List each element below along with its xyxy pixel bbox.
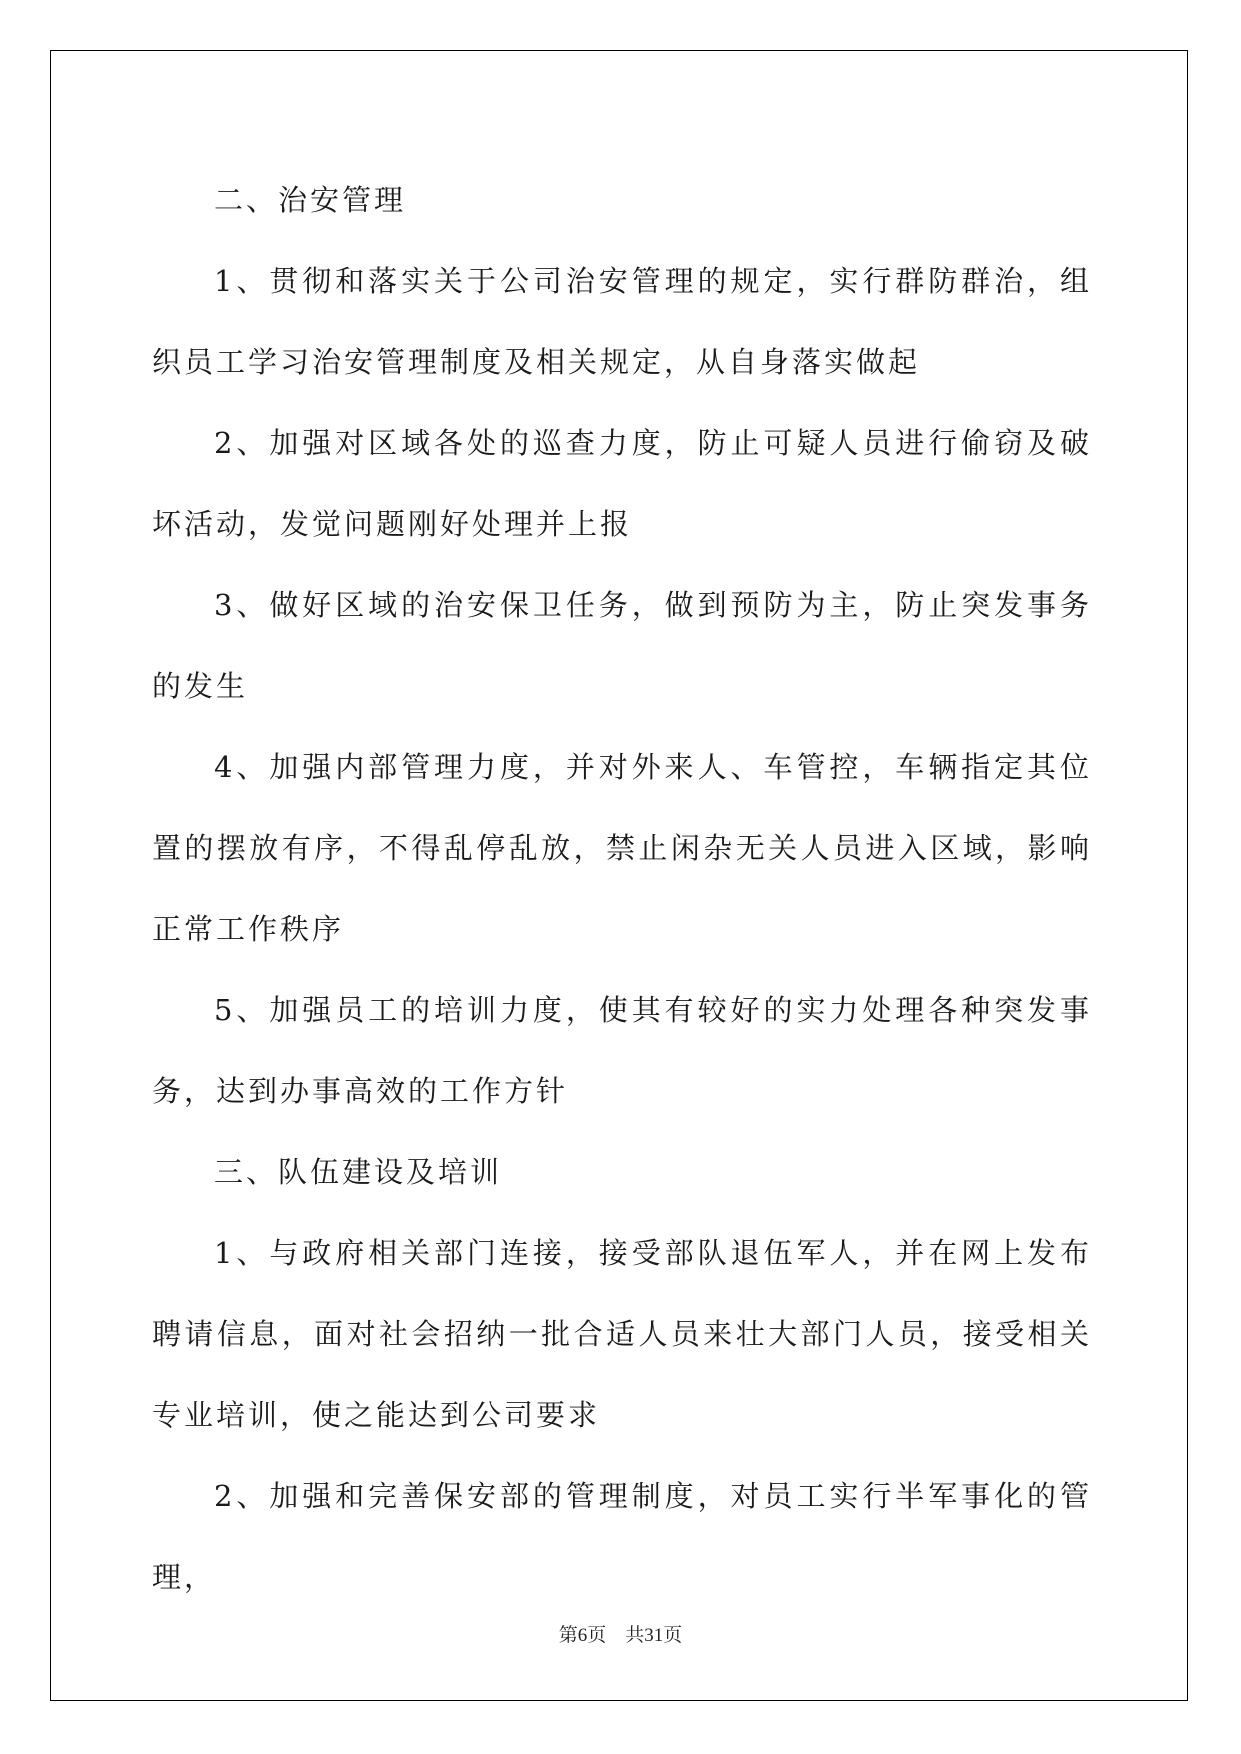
paragraph: 1、贯彻和落实关于公司治安管理的规定，实行群防群治，组织员工学习治安管理制度及相关规定，从自身落实做起: [152, 264, 1092, 379]
paragraph: 1、与政府相关部门连接，接受部队退伍军人，并在网上发布聘请信息，面对社会招纳一批合适人员来壮大部门人员，接受相关专业培训，使之能达到公司要求: [152, 1236, 1092, 1432]
paragraph: 4、加强内部管理力度，并对外来人、车管控，车辆指定其位置的摆放有序，不得乱停乱放，禁止闲杂无关人员进入区域，影响正常工作秩序: [152, 750, 1092, 946]
paragraph: 2、加强对区域各处的巡查力度，防止可疑人员进行偷窃及破坏活动，发觉问题刚好处理并上报: [152, 426, 1092, 541]
page-number-footer: 第6页 共31页: [558, 1625, 683, 1646]
paragraph: 2、加强和完善保安部的管理制度，对员工实行半军事化的管理，: [152, 1479, 1092, 1594]
paragraph: 3、做好区域的治安保卫任务，做到预防为主，防止突发事务的发生: [152, 588, 1092, 703]
document-body: [152, 160, 1092, 1618]
section-heading-public-security: 二、治安管理: [214, 183, 407, 217]
section-heading-team-building: 三、队伍建设及培训: [214, 1155, 503, 1189]
paragraph: 5、加强员工的培训力度，使其有较好的实力处理各种突发事务，达到办事高效的工作方针: [152, 993, 1092, 1108]
